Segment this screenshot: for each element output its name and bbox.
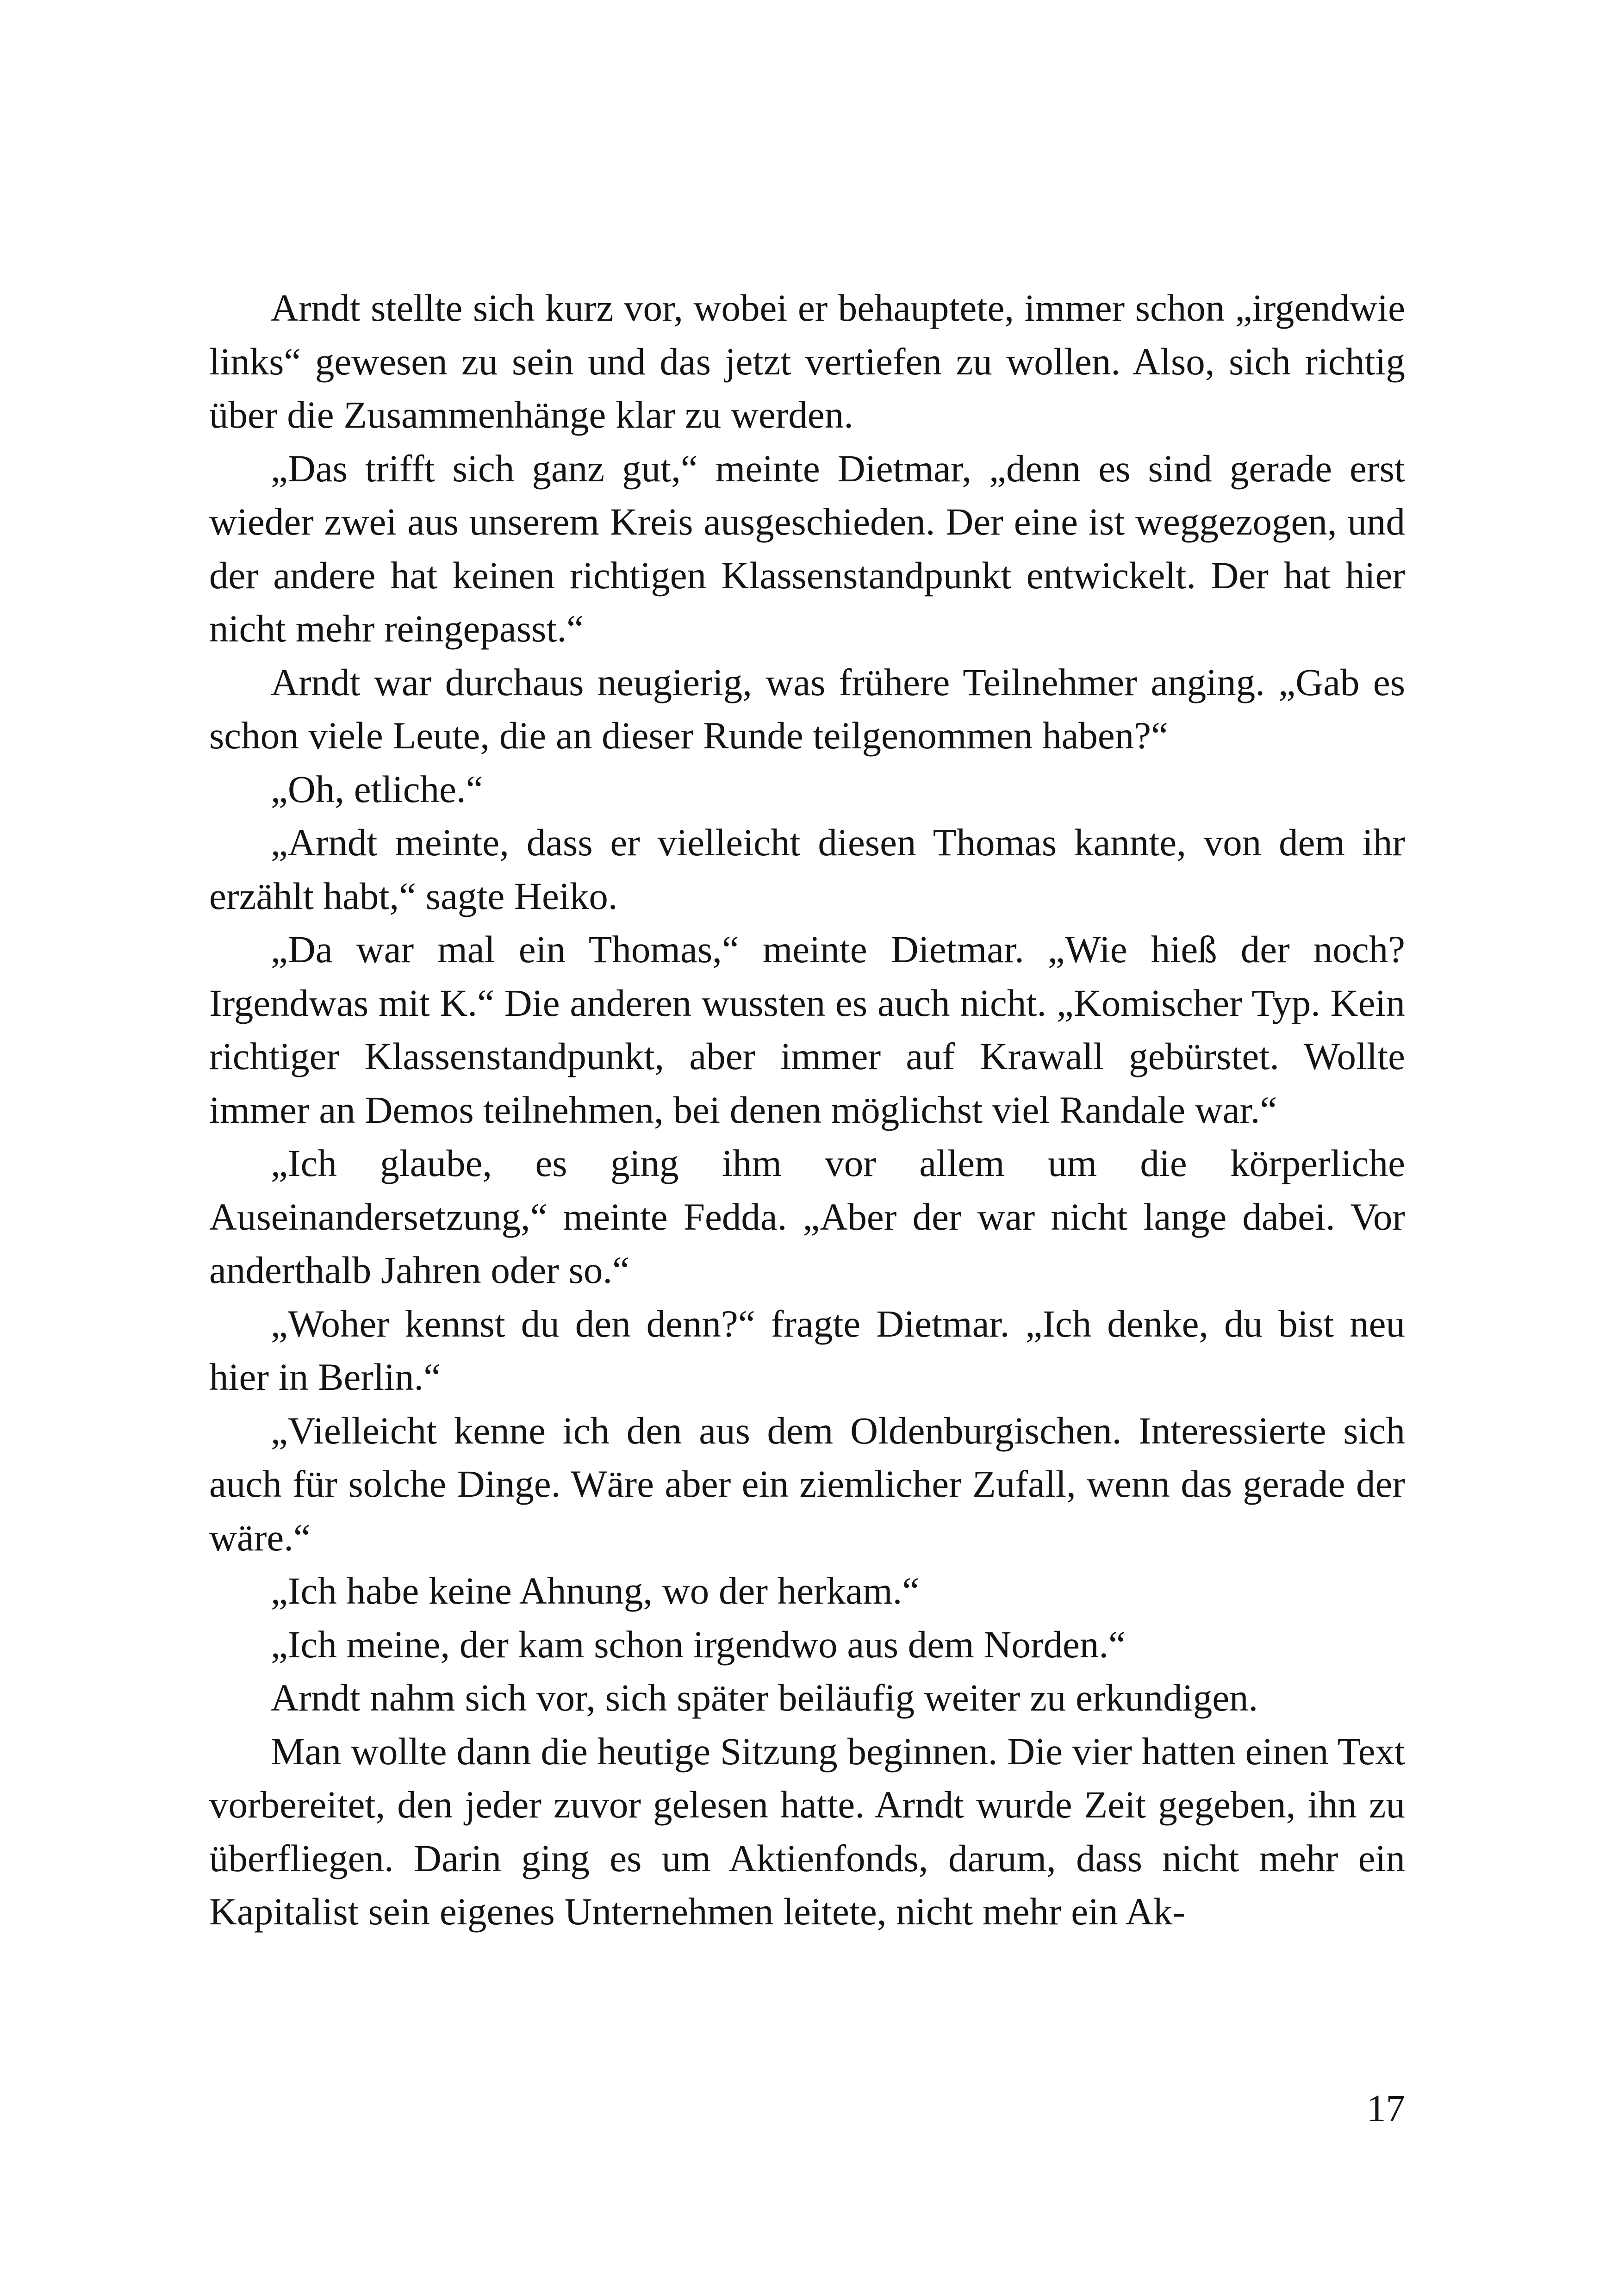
paragraph: „Arndt meinte, dass er vielleicht diesen Thomas kannte, von dem ihr erzählt habt,“ sagte Heiko. [209,821,1405,917]
paragraph: Arndt stellte sich kurz vor, wobei er behauptete, immer schon „irgendwie links“ gewesen zu sein und das jetzt vertiefen zu wollen. Also, sich richtig über die Zusammenhänge klar zu werden. [209,286,1405,436]
paragraph: Man wollte dann die heutige Sitzung beginnen. Die vier hatten einen Text vorbereitet, den jeder zuvor gelesen hatte. Arndt wurde Zeit gegeben, ihn zu überfliegen. Darin ging es um Aktienfonds, darum, dass nicht mehr ein Kapitalist sein eigenes Unternehmen leitete, nicht mehr ein Ak- [209,1730,1405,1933]
paragraph: „Ich habe keine Ahnung, wo der herkam.“ [271,1569,920,1612]
paragraph: Arndt war durchaus neugierig, was frühere Teilnehmer anging. „Gab es schon viele Leute, die an dieser Runde teilgenommen haben?“ [209,660,1405,757]
paragraph: „Oh, etliche.“ [271,767,483,810]
paragraph: „Ich glaube, es ging ihm vor allem um die körperliche Auseinandersetzung,“ meinte Fedda. „Aber der war nicht lange dabei. Vor anderthalb Jahren oder so.“ [209,1142,1405,1291]
paragraph: „Das trifft sich ganz gut,“ meinte Dietmar, „denn es sind gerade erst wieder zwei aus unserem Kreis ausgeschieden. Der eine ist weggezogen, und der andere hat keinen richtigen Klassenstandpunkt entwickelt. Der hat hier nicht mehr reingepasst.“ [209,447,1405,650]
paragraph: Arndt nahm sich vor, sich später beiläufig weiter zu erkundigen. [271,1676,1258,1719]
page-number: 17 [1367,2087,1405,2129]
paragraph: „Ich meine, der kam schon irgendwo aus dem Norden.“ [271,1623,1126,1666]
paragraph: „Da war mal ein Thomas,“ meinte Dietmar. „Wie hieß der noch? Irgendwas mit K.“ Die anderen wussten es auch nicht. „Komischer Typ. Kein richtiger Klassenstandpunkt, aber immer auf Krawall gebürstet. Wollte immer an Demos teilnehmen, bei denen möglichst viel Randale war.“ [209,928,1405,1131]
body-text [209,281,1405,1939]
paragraph: „Woher kennst du den denn?“ fragte Dietmar. „Ich denke, du bist neu hier in Berlin.“ [209,1302,1405,1398]
paragraph: „Vielleicht kenne ich den aus dem Oldenburgischen. Interessierte sich auch für solche Dinge. Wäre aber ein ziemlicher Zufall, wenn das gerade der wäre.“ [209,1409,1405,1559]
